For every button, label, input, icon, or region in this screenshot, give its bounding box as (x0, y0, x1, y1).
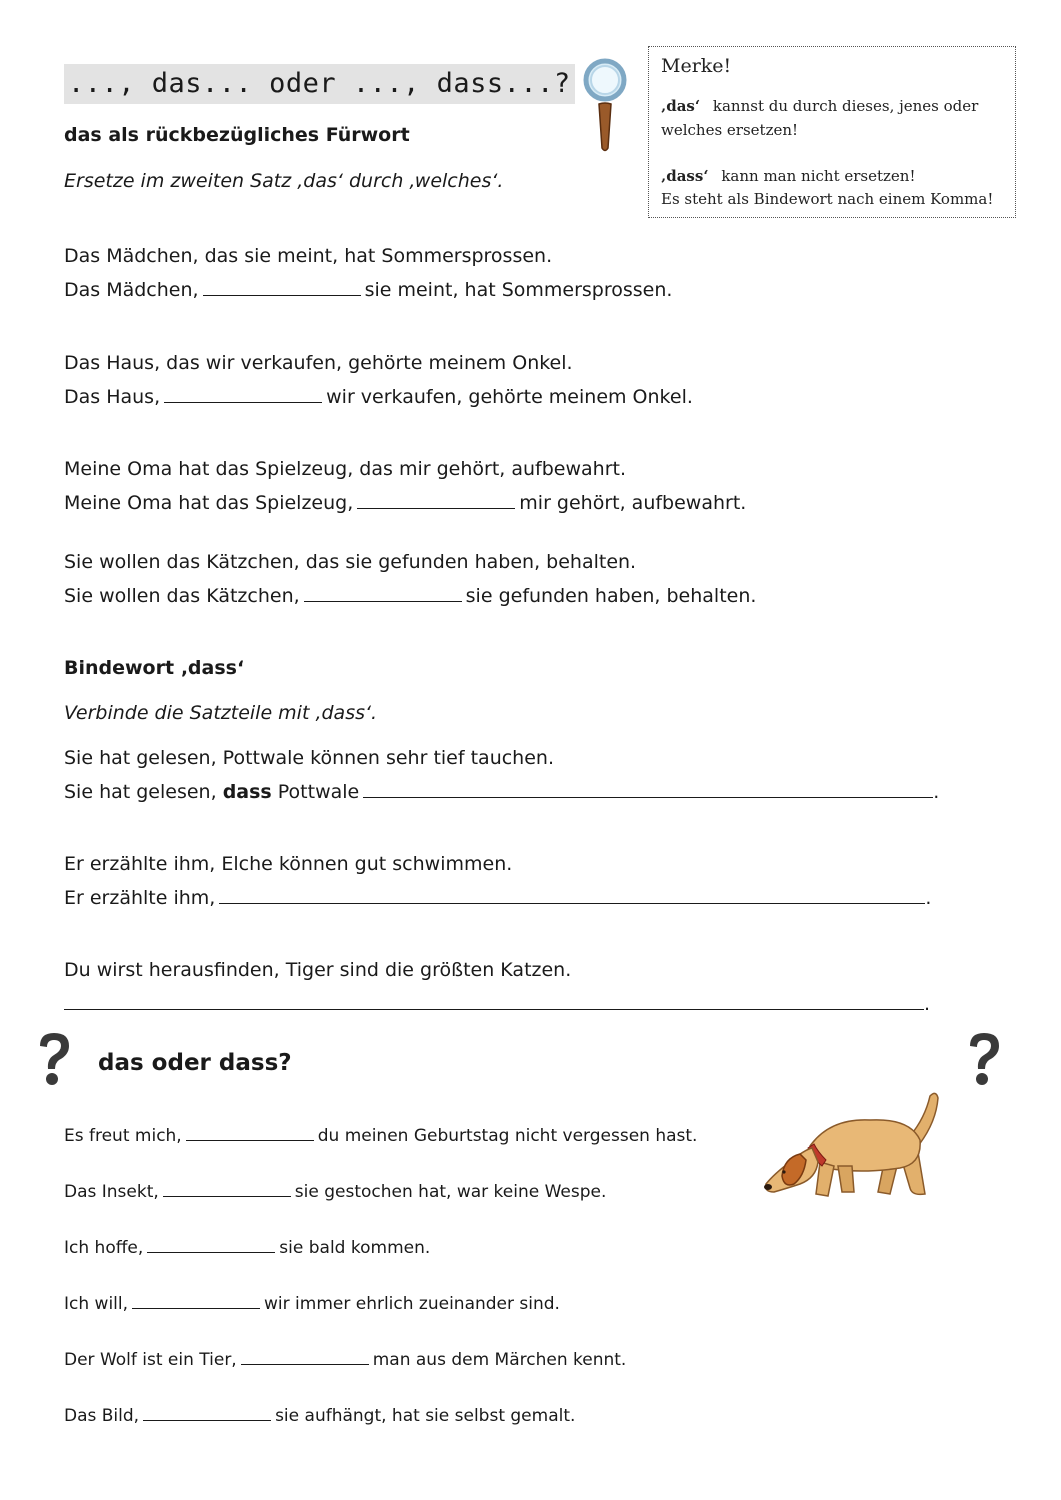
s3-item5-before: Der Wolf ist ein Tier, (64, 1350, 237, 1370)
note-das-text2: welches ersetzen! (661, 121, 799, 139)
s3-item1-after: du meinen Geburtstag nicht vergessen hast. (317, 1126, 698, 1146)
s3-item3-before: Ich hoffe, (64, 1238, 144, 1258)
s2-item3-dot: . (924, 993, 931, 1015)
answer-blank[interactable] (363, 778, 933, 798)
s3-item1-before: Es freut mich, (64, 1126, 182, 1146)
section1-instruction: Ersetze im zweiten Satz ‚das‘ durch ‚welches‘. (64, 170, 504, 192)
s1-item4-after: sie gefunden haben, behalten. (465, 585, 757, 607)
note-dass-label: ‚dass‘ (661, 167, 709, 185)
s1-item3-after: mir gehört, aufbewahrt. (519, 492, 747, 514)
s2-item2-exercise (64, 884, 931, 909)
note-das-text1: kannst du durch dieses, jenes oder (712, 97, 979, 115)
answer-blank[interactable] (143, 1403, 271, 1421)
s2-item3-sentence: Du wirst herausfinden, Tiger sind die größten Katzen. (64, 959, 572, 981)
note-das-label: ‚das‘ (661, 97, 701, 115)
s1-item3-exercise (64, 489, 746, 514)
s2-item3-exercise (64, 990, 930, 1015)
magnifier-icon (580, 56, 630, 156)
s3-item6-before: Das Bild, (64, 1406, 140, 1426)
question-mark-icon (34, 1030, 74, 1088)
answer-blank[interactable] (357, 489, 515, 509)
s2-item1-dot: . (933, 781, 940, 803)
s2-item2-before: Er erzählte ihm, (64, 887, 216, 909)
answer-blank[interactable] (164, 383, 322, 403)
s3-item3 (64, 1235, 430, 1258)
s2-item1-after: Pottwale (277, 781, 360, 803)
answer-blank[interactable] (241, 1347, 369, 1365)
s1-item1-exercise (64, 276, 672, 301)
s3-item3-after: sie bald kommen. (279, 1238, 431, 1258)
s1-item4-sentence: Sie wollen das Kätzchen, das sie gefunden haben, behalten. (64, 551, 637, 573)
s2-item1-before: Sie hat gelesen, (64, 781, 217, 803)
note-dass-text1: kann man nicht ersetzen! (721, 167, 916, 185)
s3-item4 (64, 1291, 560, 1314)
s1-item3-sentence: Meine Oma hat das Spielzeug, das mir gehört, aufbewahrt. (64, 458, 626, 480)
note-dass-text2: Es steht als Bindewort nach einem Komma! (661, 190, 994, 208)
section2-heading: Bindewort ‚dass‘ (64, 657, 245, 679)
section3-heading: das oder dass? (98, 1050, 292, 1076)
s1-item4-before: Sie wollen das Kätzchen, (64, 585, 300, 607)
s1-item1-before: Das Mädchen, (64, 279, 199, 301)
s3-item6-after: sie aufhängt, hat sie selbst gemalt. (275, 1406, 576, 1426)
answer-blank[interactable] (219, 884, 925, 904)
answer-blank[interactable] (132, 1291, 260, 1309)
s3-item4-before: Ich will, (64, 1294, 129, 1314)
answer-blank[interactable] (163, 1179, 291, 1197)
s3-item5-after: man aus dem Märchen kennt. (372, 1350, 627, 1370)
s2-item1-bold: dass (222, 781, 272, 803)
dog-illustration (760, 1088, 950, 1203)
section2-instruction: Verbinde die Satzteile mit ‚dass‘. (64, 702, 378, 724)
s3-item4-after: wir immer ehrlich zueinander sind. (264, 1294, 560, 1314)
s1-item2-sentence: Das Haus, das wir verkaufen, gehörte meinem Onkel. (64, 352, 573, 374)
s2-item2-dot: . (925, 887, 932, 909)
s3-item2-before: Das Insekt, (64, 1182, 159, 1202)
s1-item3-before: Meine Oma hat das Spielzeug, (64, 492, 354, 514)
s3-item2-after: sie gestochen hat, war keine Wespe. (294, 1182, 607, 1202)
s3-item1 (64, 1123, 697, 1146)
s3-item2 (64, 1179, 606, 1202)
s1-item2-after: wir verkaufen, gehörte meinem Onkel. (326, 386, 693, 408)
s1-item1-after: sie meint, hat Sommersprossen. (364, 279, 673, 301)
s2-item2-sentence: Er erzählte ihm, Elche können gut schwimmen. (64, 853, 513, 875)
answer-blank[interactable] (186, 1123, 314, 1141)
s1-item4-exercise (64, 582, 756, 607)
answer-blank[interactable] (147, 1235, 275, 1253)
note-heading: Merke! (661, 55, 732, 77)
s3-item6 (64, 1403, 575, 1426)
s3-item5 (64, 1347, 626, 1370)
s2-item1-sentence: Sie hat gelesen, Pottwale können sehr tief tauchen. (64, 747, 554, 769)
section1-heading: das als rückbezügliches Fürwort (64, 124, 410, 146)
note-box (648, 46, 1016, 218)
answer-blank[interactable] (203, 276, 361, 296)
question-mark-icon (964, 1030, 1004, 1088)
page-title: ..., das... oder ..., dass...? (64, 64, 575, 104)
s1-item2-exercise (64, 383, 693, 408)
answer-blank[interactable] (304, 582, 462, 602)
answer-blank[interactable] (64, 990, 924, 1010)
s2-item1-exercise (64, 778, 939, 803)
s1-item2-before: Das Haus, (64, 386, 161, 408)
s1-item1-sentence: Das Mädchen, das sie meint, hat Sommersprossen. (64, 245, 553, 267)
